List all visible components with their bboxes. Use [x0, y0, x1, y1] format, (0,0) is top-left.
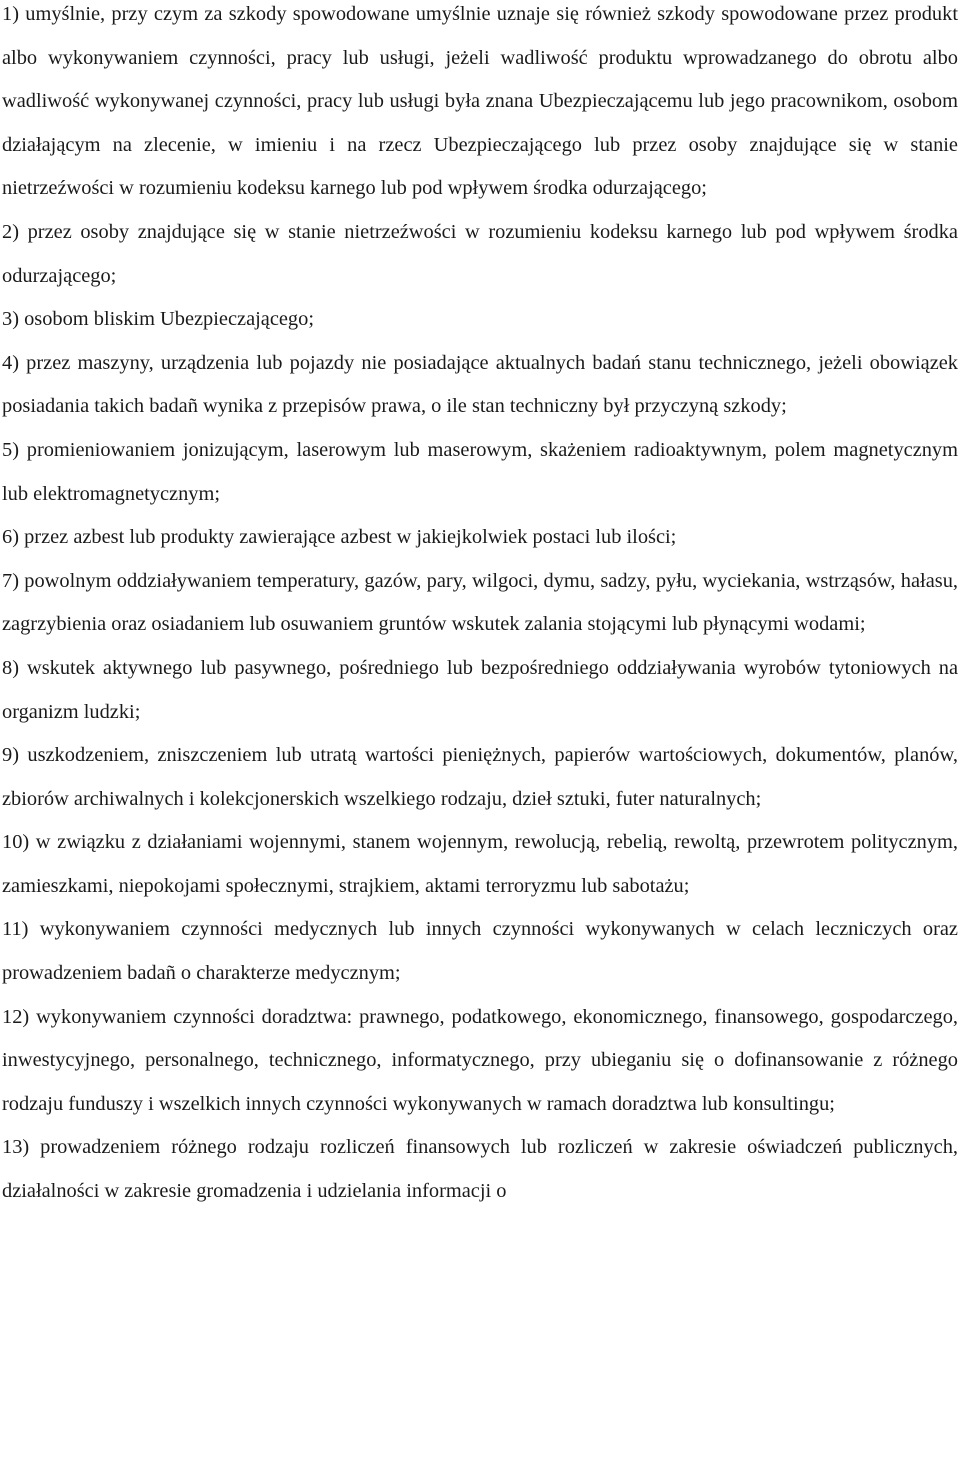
list-item: 4) przez maszyny, urządzenia lub pojazdy nie posiadające aktualnych badań stanu technicznego, jeżeli obowiązek posiadania takich badañ wynika z przepisów prawa, o ile stan techniczny był przyczyną szkody;: [2, 351, 958, 418]
list-item: 7) powolnym oddziaływaniem temperatury, gazów, pary, wilgoci, dymu, sadzy, pyłu, wyciekania, wstrząsów, hałasu, zagrzybienia oraz osiadaniem lub osuwaniem gruntów wskutek zalania stojącymi lub płynącymi wodami;: [2, 569, 958, 636]
list-item: 10) w związku z działaniami wojennymi, stanem wojennym, rewolucją, rebelią, rewoltą, przewrotem politycznym, zamieszkami, niepokojami społecznymi, strajkiem, aktami terroryzmu lub sabotażu;: [2, 831, 958, 897]
list-item: 5) promieniowaniem jonizującym, laserowym lub maserowym, skażeniem radioaktywnym, polem magnetycznym lub elektromagnetycznym;: [2, 438, 958, 505]
list-item: 1) umyślnie, przy czym za szkody spowodowane umyślnie uznaje się również szkody spowodowane przez produkt albo wykonywaniem czynności, pracy lub usługi, jeżeli wadliwość produktu wprowadzanego do obrotu albo wadliwość wykonywanej czynności, pracy lub usługi była znana Ubezpieczającemu lub jego pracownikom, osobom działającym na zlecenie, w imieniu i na rzecz Ubezpieczającego lub przez osoby znajdujące się w stanie nietrzeźwości w rozumieniu kodeksu karnego lub pod wpływem środka odurzającego;: [2, 3, 958, 200]
list-item: 13) prowadzeniem różnego rodzaju rozliczeń finansowych lub rozliczeń w zakresie oświadczeń publicznych, działalności w zakresie gromadzenia i udzielania informacji o: [2, 1136, 958, 1203]
list-item: 6) przez azbest lub produkty zawierające azbest w jakiejkolwiek postaci lub ilości;: [2, 526, 677, 549]
list-item: 8) wskutek aktywnego lub pasywnego, pośredniego lub bezpośredniego oddziaływania wyrobów tytoniowych na organizm ludzki;: [2, 656, 958, 723]
list-item: 3) osobom bliskim Ubezpieczającego;: [2, 308, 314, 331]
list-item: 11) wykonywaniem czynności medycznych lub innych czynności wykonywanych w celach leczniczych oraz prowadzeniem badañ o charakterze medycznym;: [2, 918, 958, 985]
list-item: 12) wykonywaniem czynności doradztwa: prawnego, podatkowego, ekonomicznego, finansowego, gospodarczego, inwestycyjnego, personalnego, technicznego, informatycznego, przy ubieganiu się o dofinansowanie z różnego rodzaju funduszy i wszelkich innych czynności wykonywanych w ramach doradztwa lub konsultingu;: [2, 1005, 958, 1115]
list-item: 2) przez osoby znajdujące się w stanie nietrzeźwości w rozumieniu kodeksu karnego lub pod wpływem środka odurzającego;: [2, 220, 958, 287]
list-item: 9) uszkodzeniem, zniszczeniem lub utratą wartości pieniężnych, papierów wartościowych, dokumentów, planów, zbiorów archiwalnych i kolekcjonerskich wszelkiego rodzaju, dzieł sztuki, futer naturalnych;: [2, 744, 958, 810]
